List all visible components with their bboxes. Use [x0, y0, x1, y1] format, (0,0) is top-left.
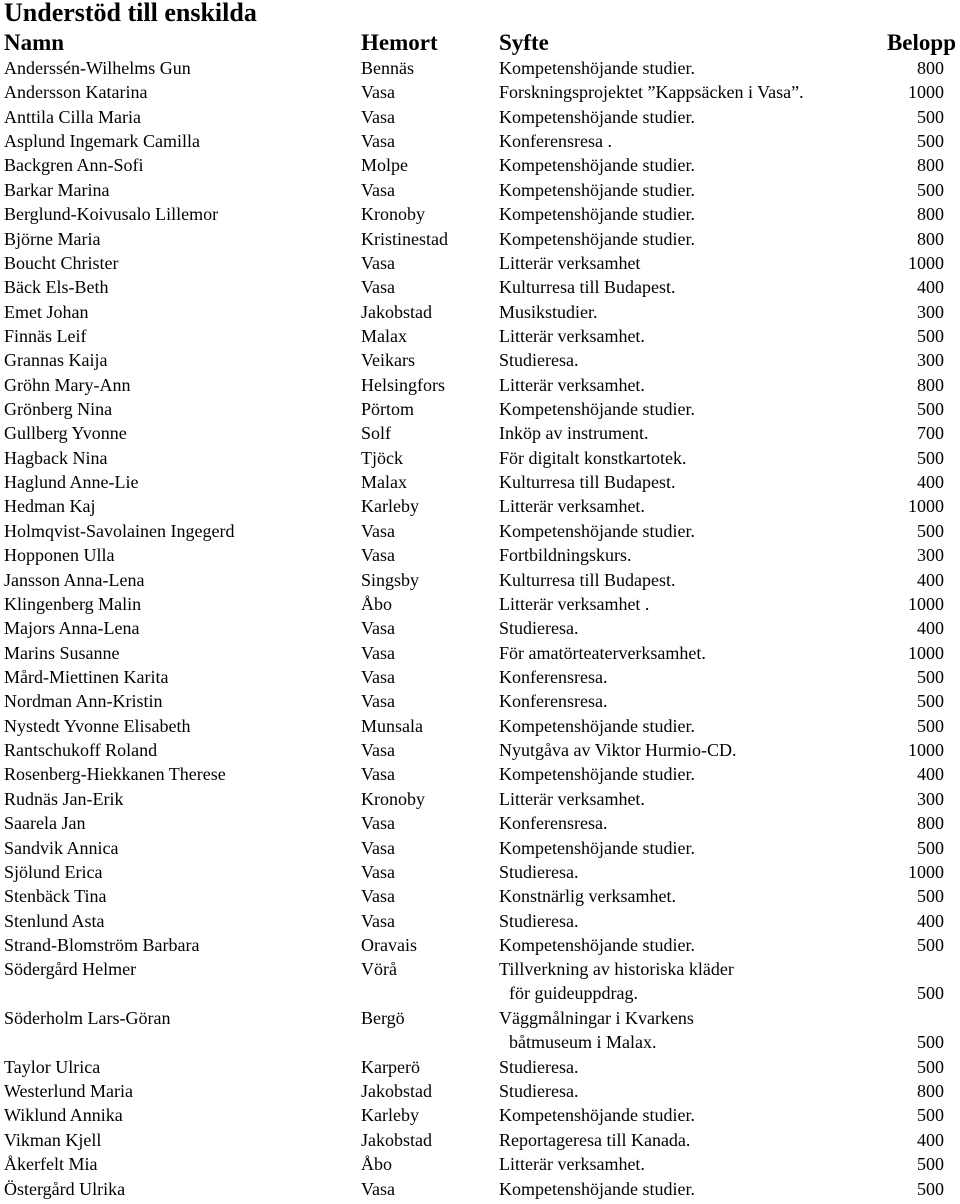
- grant-purpose-line: Litterär verksamhet.: [499, 1154, 645, 1175]
- grant-purpose: [499, 884, 676, 908]
- grantee-hometown: Vasa: [361, 545, 395, 566]
- grant-amount: 700: [917, 423, 944, 444]
- grant-purpose: [499, 616, 578, 640]
- grant-purpose-line: Inköp av instrument.: [499, 423, 649, 444]
- grant-amount: 500: [917, 325, 944, 346]
- grant-purpose-line: Konstnärlig verksamhet.: [499, 886, 676, 907]
- grant-amount: 500: [917, 1105, 944, 1126]
- grantee-name: Haglund Anne-Lie: [4, 472, 139, 493]
- grant-purpose: [499, 811, 607, 835]
- grantee-hometown: Jakobstad: [361, 1081, 432, 1102]
- grant-purpose-line: Kulturresa till Budapest.: [499, 277, 676, 298]
- grant-amount: 1000: [908, 642, 944, 663]
- grantee-hometown: Singsby: [361, 569, 420, 590]
- grant-purpose: [499, 836, 695, 860]
- grantee-hometown: Vasa: [361, 82, 395, 103]
- grantee-hometown: Solf: [361, 423, 392, 444]
- grant-purpose: [499, 470, 675, 494]
- grantee-name: Jansson Anna-Lena: [4, 569, 145, 590]
- grantee-hometown: Vasa: [361, 520, 395, 541]
- grantee-hometown: Veikars: [361, 350, 415, 371]
- grant-purpose-line: Studieresa.: [499, 861, 579, 882]
- table-row: [0, 494, 960, 518]
- table-row: [0, 714, 960, 738]
- grantee-hometown: Pörtom: [361, 399, 415, 420]
- table-row: [0, 373, 960, 397]
- grant-purpose: [499, 1079, 578, 1103]
- grantee-name: Boucht Christer: [4, 252, 119, 273]
- grantee-hometown: Jakobstad: [361, 1129, 432, 1150]
- grant-purpose: [499, 105, 695, 129]
- grant-amount: 500: [917, 1056, 944, 1077]
- table-row: [0, 957, 960, 1006]
- grant-amount: 400: [917, 764, 944, 785]
- grant-amount: 1000: [908, 496, 944, 517]
- grant-amount: 1000: [908, 593, 944, 614]
- grant-purpose: [499, 568, 675, 592]
- grant-amount: 500: [917, 934, 944, 955]
- table-row: [0, 348, 960, 372]
- grant-amount: 300: [917, 350, 944, 371]
- header-name: Namn: [4, 30, 65, 55]
- table-header: [0, 29, 960, 57]
- grantee-hometown: Munsala: [361, 715, 423, 736]
- grantee-hometown: Åbo: [361, 593, 392, 614]
- grant-purpose-line: för guideuppdrag.: [509, 983, 638, 1004]
- grant-purpose: [499, 80, 804, 104]
- grantee-name: Bäck Els-Beth: [4, 277, 109, 298]
- grant-purpose-line: Nyutgåva av Viktor Hurmio-CD.: [499, 740, 737, 761]
- grant-purpose: [499, 251, 640, 275]
- grant-purpose-line: Kulturresa till Budapest.: [499, 472, 676, 493]
- grantee-hometown: Tjöck: [361, 447, 403, 468]
- grantee-name: Klingenberg Malin: [4, 593, 142, 614]
- grantee-hometown: Malax: [361, 472, 407, 493]
- grant-purpose-line: Kompetenshöjande studier.: [499, 715, 695, 736]
- grantee-name: Mård-Miettinen Karita: [4, 666, 169, 687]
- grant-purpose-line: Litterär verksamhet.: [499, 496, 645, 517]
- grant-purpose: [499, 1128, 690, 1152]
- grantee-hometown: Vasa: [361, 277, 395, 298]
- grant-purpose-line: Studieresa.: [499, 350, 579, 371]
- grant-purpose: [499, 373, 645, 397]
- grant-purpose: [499, 641, 706, 665]
- table-row: [0, 202, 960, 226]
- grantee-hometown: Molpe: [361, 155, 408, 176]
- grant-amount: 500: [917, 1154, 944, 1175]
- grant-purpose-line: Kompetenshöjande studier.: [499, 1105, 695, 1126]
- grantee-name: Björne Maria: [4, 228, 101, 249]
- grantee-hometown: Vasa: [361, 618, 395, 639]
- grantee-name: Taylor Ulrica: [4, 1056, 101, 1077]
- grant-purpose: [499, 227, 695, 251]
- grant-purpose: [499, 762, 695, 786]
- grant-amount: 500: [917, 520, 944, 541]
- grant-purpose-line: Tillverkning av historiska kläder: [499, 959, 734, 980]
- grant-purpose-line: Litterär verksamhet.: [499, 788, 645, 809]
- grantee-hometown: Oravais: [361, 934, 417, 955]
- grantee-name: Asplund Ingemark Camilla: [4, 131, 200, 152]
- grant-purpose-line: Konferensresa .: [499, 131, 612, 152]
- grantee-hometown: Vasa: [361, 740, 395, 761]
- table-row: [0, 397, 960, 421]
- table-row: [0, 324, 960, 348]
- table-row: [0, 275, 960, 299]
- grantee-name: Hagback Nina: [4, 447, 108, 468]
- grant-amount: 500: [917, 1032, 944, 1053]
- grant-purpose-line: Litterär verksamhet .: [499, 593, 650, 614]
- grantee-name: Stenlund Asta: [4, 910, 105, 931]
- table-row: [0, 178, 960, 202]
- grantee-hometown: Bennäs: [361, 58, 414, 78]
- grantee-hometown: Vasa: [361, 131, 395, 152]
- grant-purpose: [499, 592, 649, 616]
- grant-amount: 400: [917, 618, 944, 639]
- grant-purpose-line: Kompetenshöjande studier.: [499, 837, 695, 858]
- grantee-name: Vikman Kjell: [4, 1129, 102, 1150]
- table-row: [0, 811, 960, 835]
- grant-purpose-line: Kompetenshöjande studier.: [499, 228, 695, 249]
- grantee-name: Hedman Kaj: [4, 496, 96, 517]
- grantee-hometown: Karleby: [361, 1105, 419, 1126]
- grant-purpose: [499, 348, 578, 372]
- grant-purpose: [499, 494, 645, 518]
- grant-purpose-line: Studieresa.: [499, 1081, 579, 1102]
- grant-purpose: [499, 787, 645, 811]
- grant-amount: 1000: [908, 82, 944, 103]
- grant-purpose-line: Väggmålningar i Kvarkens: [499, 1008, 694, 1029]
- grant-purpose: [499, 324, 645, 348]
- grant-purpose-line: Kulturresa till Budapest.: [499, 569, 676, 590]
- table-row: [0, 543, 960, 567]
- grant-purpose: [499, 300, 598, 324]
- table-row: [0, 251, 960, 275]
- page-title: Understöd till enskilda: [4, 0, 257, 27]
- grant-purpose-line: Kompetenshöjande studier.: [499, 204, 695, 225]
- grant-purpose-line: Kompetenshöjande studier.: [499, 399, 695, 420]
- table-row: [0, 787, 960, 811]
- header-amount: Belopp: [886, 30, 956, 55]
- grantee-name: Westerlund Maria: [4, 1081, 134, 1102]
- grantee-name: Gröhn Mary-Ann: [4, 374, 131, 395]
- grant-purpose: [499, 153, 695, 177]
- table-row: [0, 592, 960, 616]
- grant-purpose: [499, 519, 695, 543]
- grant-purpose-line: båtmuseum i Malax.: [509, 1032, 657, 1053]
- grantee-name: Rudnäs Jan-Erik: [4, 788, 124, 809]
- grant-purpose: [499, 933, 695, 957]
- grantee-hometown: Vasa: [361, 642, 395, 663]
- grant-amount: 400: [917, 569, 944, 590]
- grantee-name: Barkar Marina: [4, 179, 110, 200]
- table-row: [0, 1103, 960, 1127]
- grant-purpose: [499, 1177, 695, 1201]
- grant-purpose-line: Kompetenshöjande studier.: [499, 764, 695, 785]
- grant-purpose-line: Forskningsprojektet ”Kappsäcken i Vasa”.: [499, 82, 804, 103]
- table-row: [0, 836, 960, 860]
- grant-purpose: [499, 421, 648, 445]
- table-row: [0, 568, 960, 592]
- grant-amount: 500: [917, 715, 944, 736]
- grant-purpose-line: Kompetenshöjande studier.: [499, 179, 695, 200]
- grantee-name: Grönberg Nina: [4, 399, 113, 420]
- table-row: [0, 470, 960, 494]
- grant-amount: 400: [917, 277, 944, 298]
- grantee-hometown: Kronoby: [361, 788, 425, 809]
- table-row: [0, 300, 960, 324]
- grant-amount: 500: [917, 1178, 944, 1199]
- grantee-name: Stenbäck Tina: [4, 886, 107, 907]
- grant-amount: 800: [917, 228, 944, 249]
- grant-purpose-line: Kompetenshöjande studier.: [499, 1178, 695, 1199]
- grant-amount: 500: [917, 131, 944, 152]
- grantee-name: Emet Johan: [4, 301, 89, 322]
- grant-purpose: [499, 957, 734, 1005]
- header-town: Hemort: [361, 30, 438, 55]
- grant-purpose-line: Kompetenshöjande studier.: [499, 155, 695, 176]
- table-row: [0, 616, 960, 640]
- table-row: [0, 933, 960, 957]
- grantee-name: Sandvik Annica: [4, 837, 119, 858]
- grantee-hometown: Kristinestad: [361, 228, 448, 249]
- grant-amount: 500: [917, 886, 944, 907]
- grant-purpose: [499, 860, 578, 884]
- grantee-name: Majors Anna-Lena: [4, 618, 140, 639]
- grant-purpose: [499, 202, 695, 226]
- grant-amount: 500: [917, 837, 944, 858]
- grant-purpose: [499, 543, 632, 567]
- grantee-name: Gullberg Yvonne: [4, 423, 127, 444]
- table-row: [0, 153, 960, 177]
- grant-purpose-line: Studieresa.: [499, 1056, 579, 1077]
- grantee-name: Marins Susanne: [4, 642, 120, 663]
- table-row: [0, 421, 960, 445]
- grantee-name: Berglund-Koivusalo Lillemor: [4, 204, 219, 225]
- grant-amount: 300: [917, 788, 944, 809]
- grant-amount: 1000: [908, 861, 944, 882]
- grantee-hometown: Vasa: [361, 252, 395, 273]
- grant-amount: 500: [917, 691, 944, 712]
- table-row: [0, 1152, 960, 1176]
- table-row: [0, 1055, 960, 1079]
- table-row: [0, 1006, 960, 1055]
- grantee-hometown: Vasa: [361, 910, 395, 931]
- grant-purpose-line: Konferensresa.: [499, 666, 608, 687]
- grant-amount: 800: [917, 204, 944, 225]
- grantee-name: Söderholm Lars-Göran: [4, 1008, 171, 1029]
- grantee-name: Strand-Blomström Barbara: [4, 934, 200, 955]
- grant-purpose: [499, 129, 612, 153]
- grant-amount: 500: [917, 399, 944, 420]
- grant-purpose: [499, 1103, 695, 1127]
- table-row: [0, 738, 960, 762]
- grant-purpose: [499, 1006, 694, 1054]
- grantee-name: Andersson Katarina: [4, 82, 148, 103]
- grantee-name: Östergård Ulrika: [4, 1178, 126, 1199]
- grant-purpose: [499, 446, 686, 470]
- grant-purpose-line: Fortbildningskurs.: [499, 545, 632, 566]
- grant-purpose-line: Konferensresa.: [499, 691, 608, 712]
- grant-amount: 800: [917, 155, 944, 176]
- grant-purpose: [499, 689, 607, 713]
- grant-purpose: [499, 1055, 578, 1079]
- grant-purpose-line: Reportageresa till Kanada.: [499, 1129, 691, 1150]
- grantee-hometown: Vasa: [361, 1178, 395, 1199]
- grantee-name: Rantschukoff Roland: [4, 740, 158, 761]
- grantee-name: Nystedt Yvonne Elisabeth: [4, 715, 191, 736]
- grant-purpose-line: Litterär verksamhet.: [499, 325, 645, 346]
- grant-amount: 800: [917, 813, 944, 834]
- table-row: [0, 1177, 960, 1201]
- grantee-hometown: Vasa: [361, 764, 395, 785]
- grant-purpose: [499, 178, 695, 202]
- grant-table-body: [0, 56, 960, 1201]
- grant-amount: 1000: [908, 740, 944, 761]
- grant-amount: 800: [917, 58, 944, 78]
- grant-purpose-line: Litterär verksamhet: [499, 252, 641, 273]
- table-row: [0, 105, 960, 129]
- table-row: [0, 762, 960, 786]
- grantee-hometown: Karleby: [361, 496, 419, 517]
- grant-purpose-line: Studieresa.: [499, 618, 579, 639]
- grantee-hometown: Vasa: [361, 691, 395, 712]
- grant-purpose: [499, 397, 695, 421]
- grantee-hometown: Vasa: [361, 179, 395, 200]
- grant-purpose: [499, 714, 695, 738]
- grantee-name: Finnäs Leif: [4, 325, 87, 346]
- grant-amount: 500: [917, 447, 944, 468]
- grant-purpose-line: Musikstudier.: [499, 301, 598, 322]
- grantee-hometown: Vasa: [361, 666, 395, 687]
- table-row: [0, 80, 960, 104]
- header-purpose: Syfte: [499, 30, 549, 55]
- grant-purpose: [499, 909, 578, 933]
- grant-purpose-line: Studieresa.: [499, 910, 579, 931]
- grant-amount: 500: [917, 983, 944, 1004]
- grantee-hometown: Bergö: [361, 1008, 405, 1029]
- grantee-name: Wiklund Annika: [4, 1105, 123, 1126]
- grant-purpose: [499, 56, 695, 80]
- grant-purpose: [499, 738, 737, 762]
- grantee-hometown: Vasa: [361, 813, 395, 834]
- grant-amount: 400: [917, 472, 944, 493]
- grant-purpose-line: Kompetenshöjande studier.: [499, 934, 695, 955]
- grant-amount: 400: [917, 910, 944, 931]
- table-row: [0, 641, 960, 665]
- grantee-name: Åkerfelt Mia: [4, 1154, 98, 1175]
- grantee-hometown: Vörå: [361, 959, 397, 980]
- grantee-hometown: Vasa: [361, 837, 395, 858]
- table-row: [0, 227, 960, 251]
- grantee-hometown: Vasa: [361, 861, 395, 882]
- grantee-name: Backgren Ann-Sofi: [4, 155, 144, 176]
- grant-amount: 800: [917, 374, 944, 395]
- table-row: [0, 519, 960, 543]
- grant-amount: 300: [917, 545, 944, 566]
- grantee-hometown: Malax: [361, 325, 407, 346]
- grant-purpose-line: För amatörteaterverksamhet.: [499, 642, 706, 663]
- grant-amount: 1000: [908, 252, 944, 273]
- table-row: [0, 665, 960, 689]
- grant-amount: 800: [917, 1081, 944, 1102]
- grantee-name: Hopponen Ulla: [4, 545, 115, 566]
- grantee-name: Anderssén-Wilhelms Gun: [4, 58, 191, 78]
- grant-purpose-line: För digitalt konstkartotek.: [499, 447, 687, 468]
- grantee-name: Södergård Helmer: [4, 959, 137, 980]
- grantee-hometown: Åbo: [361, 1154, 392, 1175]
- grant-amount: 500: [917, 106, 944, 127]
- grantee-name: Rosenberg-Hiekkanen Therese: [4, 764, 226, 785]
- table-row: [0, 884, 960, 908]
- grant-purpose: [499, 275, 675, 299]
- table-row: [0, 1079, 960, 1103]
- table-row: [0, 860, 960, 884]
- grantee-hometown: Vasa: [361, 106, 395, 127]
- grant-purpose: [499, 665, 607, 689]
- grant-amount: 400: [917, 1129, 944, 1150]
- grantee-name: Holmqvist-Savolainen Ingegerd: [4, 520, 235, 541]
- grant-purpose: [499, 1152, 645, 1176]
- table-row: [0, 1128, 960, 1152]
- grant-amount: 300: [917, 301, 944, 322]
- grantee-name: Anttila Cilla Maria: [4, 106, 141, 127]
- grantee-name: Saarela Jan: [4, 813, 86, 834]
- grant-purpose-line: Kompetenshöjande studier.: [499, 106, 695, 127]
- grantee-hometown: Vasa: [361, 886, 395, 907]
- table-row: [0, 909, 960, 933]
- table-row: [0, 689, 960, 713]
- grant-purpose-line: Kompetenshöjande studier.: [499, 58, 695, 78]
- grant-purpose-line: Kompetenshöjande studier.: [499, 520, 695, 541]
- table-row: [0, 56, 960, 80]
- grantee-name: Nordman Ann-Kristin: [4, 691, 163, 712]
- grantee-name: Grannas Kaija: [4, 350, 108, 371]
- grantee-hometown: Kronoby: [361, 204, 425, 225]
- grantee-hometown: Jakobstad: [361, 301, 432, 322]
- table-row: [0, 446, 960, 470]
- grantee-hometown: Helsingfors: [361, 374, 445, 395]
- table-row: [0, 129, 960, 153]
- grant-amount: 500: [917, 179, 944, 200]
- grantee-hometown: Karperö: [361, 1056, 420, 1077]
- grant-purpose-line: Litterär verksamhet.: [499, 374, 645, 395]
- grantee-name: Sjölund Erica: [4, 861, 103, 882]
- grant-amount: 500: [917, 666, 944, 687]
- grant-purpose-line: Konferensresa.: [499, 813, 608, 834]
